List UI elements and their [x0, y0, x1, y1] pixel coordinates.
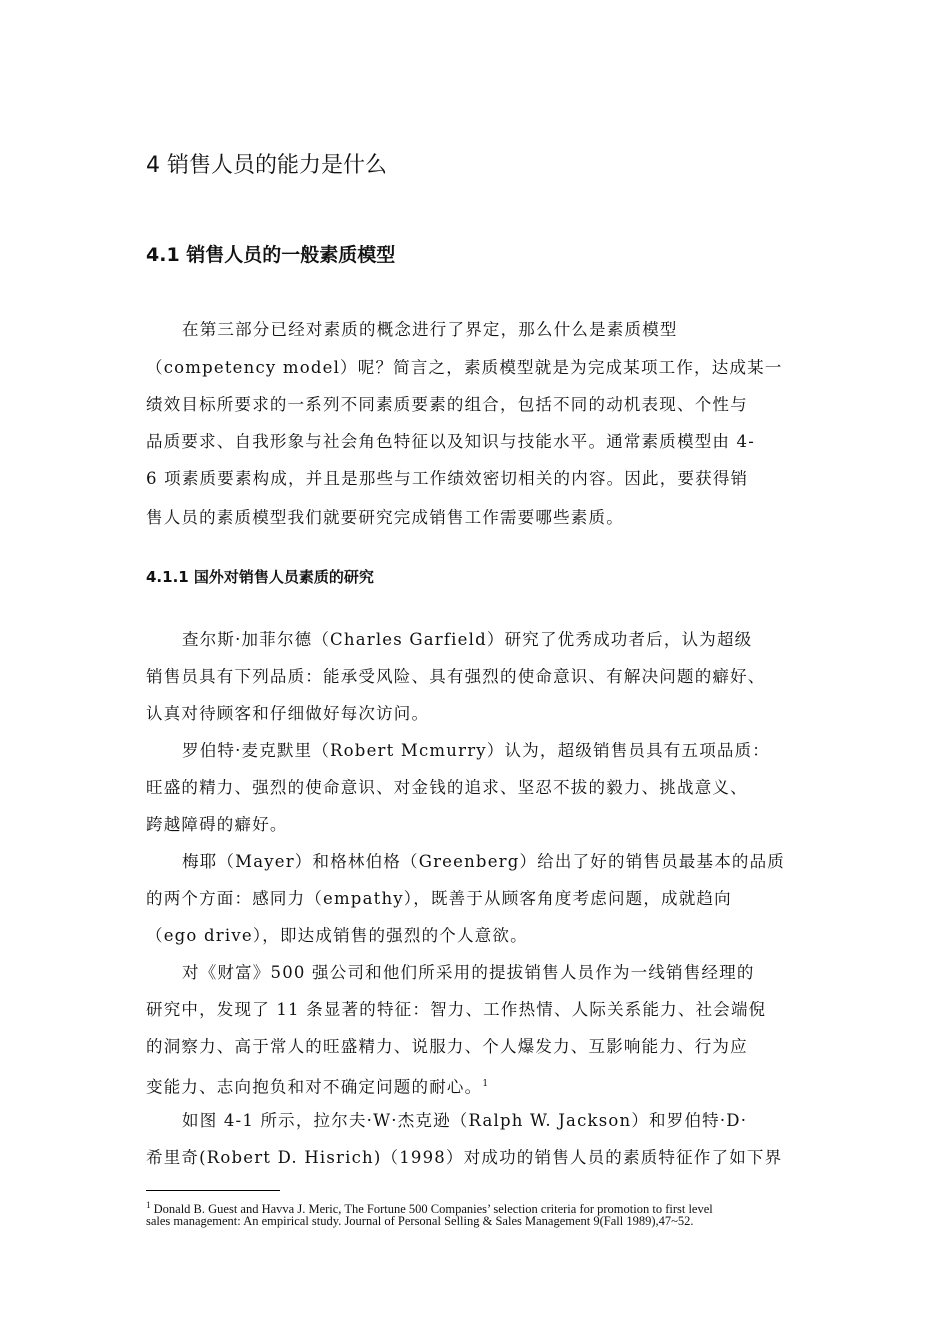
body-line: 认真对待顾客和仔细做好每次访问。 — [146, 704, 430, 723]
body-line: 查尔斯·加菲尔德（Charles Garfield）研究了优秀成功者后，认为超级 — [182, 630, 753, 649]
body-line: 梅耶（Mayer）和格林伯格（Greenberg）给出了好的销售员最基本的品质 — [182, 852, 786, 871]
intro-line: 绩效目标所要求的一系列不同素质要素的组合，包括不同的动机表现、个性与 — [146, 395, 748, 414]
section-title: 4 销售人员的能力是什么 — [146, 153, 387, 178]
body-line: 的洞察力、高于常人的旺盛精力、说服力、个人爆发力、互影响能力、行为应 — [146, 1037, 748, 1056]
intro-line: 6 项素质要素构成，并且是那些与工作绩效密切相关的内容。因此，要获得销 — [146, 469, 749, 488]
body-line: 跨越障碍的癖好。 — [146, 815, 288, 834]
body-line: 研究中，发现了 11 条显著的特征：智力、工作热情、人际关系能力、社会端倪 — [146, 1000, 767, 1019]
body-line: 销售员具有下列品质：能承受风险、具有强烈的使命意识、有解决问题的癖好、 — [146, 667, 766, 686]
subsubsection-title: 4.1.1 国外对销售人员素质的研究 — [146, 568, 374, 586]
intro-line: 品质要求、自我形象与社会角色特征以及知识与技能水平。通常素质模型由 4- — [146, 432, 756, 451]
intro-line: （competency model）呢？简言之，素质模型就是为完成某项工作，达成某一 — [146, 358, 783, 377]
footnote-separator — [146, 1190, 280, 1191]
body-line-text: 变能力、志向抱负和对不确定问题的耐心。 — [146, 1077, 483, 1097]
body-line-with-footnote-ref — [146, 1071, 816, 1101]
body-line: 如图 4-1 所示，拉尔夫·W·杰克逊（Ralph W. Jackson）和罗伯特·D· — [182, 1111, 748, 1130]
body-line: （ego drive），即达成销售的强烈的个人意欲。 — [146, 926, 528, 945]
intro-line: 在第三部分已经对素质的概念进行了界定，那么什么是素质模型 — [182, 320, 678, 339]
footnote-line: sales management: An empirical study. Journal of Personal Selling & Sales Management 9(Fall 1989),47~52. — [146, 1214, 694, 1228]
subsection-title: 4.1 销售人员的一般素质模型 — [146, 244, 396, 266]
body-line: 希里奇(Robert D. Hisrich)（1998）对成功的销售人员的素质特征作了如下界 — [146, 1148, 783, 1167]
body-line: 的两个方面：感同力（empathy），既善于从顾客角度考虑问题，成就趋向 — [146, 889, 732, 908]
intro-line: 售人员的素质模型我们就要研究完成销售工作需要哪些素质。 — [146, 508, 624, 527]
footnote-reference[interactable]: 1 — [482, 1079, 489, 1089]
footnote-marker: 1 — [146, 1200, 151, 1210]
body-line: 旺盛的精力、强烈的使命意识、对金钱的追求、坚忍不拔的毅力、挑战意义、 — [146, 778, 748, 797]
body-line: 罗伯特·麦克默里（Robert Mcmurry）认为，超级销售员具有五项品质： — [182, 741, 770, 760]
footnote-text: Donald B. Guest and Havva J. Meric, The Fortune 500 Companies’ selection criteria for promotion to first level — [153, 1202, 713, 1217]
body-line: 对《财富》500 强公司和他们所采用的提拔销售人员作为一线销售经理的 — [182, 963, 755, 982]
